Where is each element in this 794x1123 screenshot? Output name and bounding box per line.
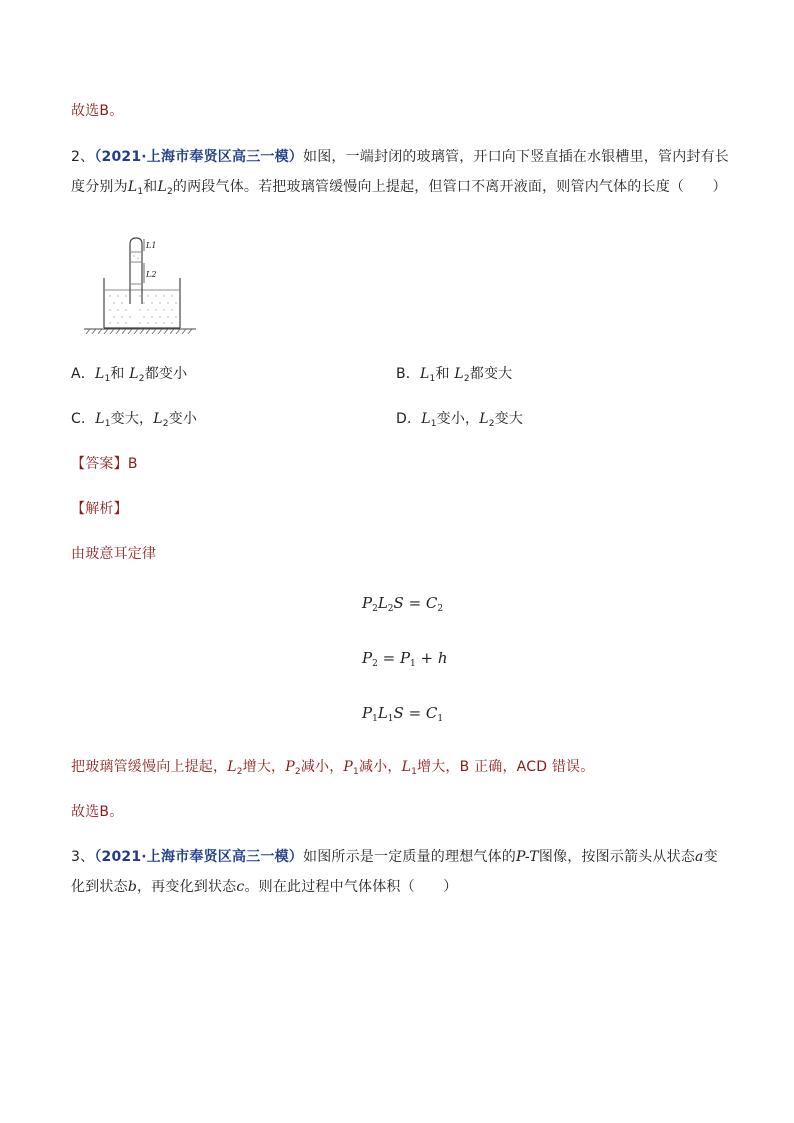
answer-line	[71, 454, 138, 474]
sub-2: 2	[138, 374, 145, 384]
q2-stem-text2b: 和	[143, 179, 158, 195]
sub-2: 2	[488, 419, 495, 429]
eq-equals: =	[403, 704, 426, 722]
sub-1: 1	[430, 419, 437, 429]
explain-text: 减小，	[358, 759, 402, 775]
option-C-suffix: 变小	[168, 411, 198, 427]
eq-var: P	[362, 594, 373, 612]
sub-1: 1	[104, 374, 111, 384]
option-B[interactable]	[396, 364, 512, 389]
q3-stem-text: ，再变化到状态	[136, 879, 237, 895]
q2-stem-text2c: 的两段气体。若把玻璃管缓慢向上提起，但管口不离开液面，则管内气体的长度（ ）	[172, 179, 727, 195]
eq-var: L	[377, 594, 388, 612]
var-L: L	[479, 411, 489, 427]
q2-stem-line1	[71, 147, 729, 167]
equation-2	[362, 649, 448, 669]
var-L: L	[95, 411, 105, 427]
var-L: L	[153, 411, 163, 427]
eq-var: P	[362, 704, 373, 722]
option-D-suffix: 变大	[494, 411, 524, 427]
equation-3	[362, 704, 443, 724]
var-P: P	[285, 759, 295, 775]
var-L: L	[227, 759, 237, 775]
option-D-prefix: D．	[396, 411, 422, 427]
law-text: 由玻意耳定律	[71, 546, 157, 562]
sub-1: 1	[353, 767, 359, 777]
option-A-mid: 和	[110, 366, 125, 382]
sub-1: 1	[137, 187, 144, 197]
eq-equals: =	[377, 649, 400, 667]
sub-2: 2	[236, 767, 243, 777]
option-A[interactable]	[71, 364, 187, 389]
eq-equals: =	[403, 594, 426, 612]
glass-tube-figure	[80, 232, 200, 334]
option-B-suffix: 都变大	[469, 366, 513, 382]
figure-label-L2: L2	[146, 270, 157, 279]
var-P: P	[343, 759, 354, 775]
option-B-prefix: B．	[396, 366, 421, 382]
sub-2: 2	[166, 187, 173, 197]
q3-number: 3、	[71, 849, 95, 865]
sub-1: 1	[104, 419, 111, 429]
q2-stem-text2a: 度分别为	[71, 179, 128, 195]
eq-sub: 1	[387, 714, 394, 724]
eq-sub: 2	[437, 604, 444, 614]
equation-1	[362, 594, 443, 614]
eq-sub: 2	[372, 604, 378, 614]
eq-sub: 1	[372, 714, 378, 724]
figure-label-L1: L1	[146, 241, 157, 250]
var-c: c	[236, 879, 245, 895]
sub-2: 2	[294, 767, 301, 777]
sub-1: 1	[411, 767, 418, 777]
eq-sub: 2	[372, 659, 378, 669]
var-PT: P-T	[516, 849, 539, 865]
option-C[interactable]	[71, 409, 197, 434]
q2-stem-line2	[71, 177, 727, 202]
q3-stem-text: 如图所示是一定质量的理想气体的	[303, 849, 516, 865]
explain-text: 减小，	[300, 759, 344, 775]
eq-var: S	[393, 594, 404, 612]
eq-sub: 1	[410, 659, 416, 669]
var-L1: L	[127, 179, 138, 195]
analysis-label: 【解析】	[71, 501, 128, 517]
q3-stem-text: 。则在此过程中气体体积（ ）	[244, 879, 458, 895]
explain-text: 增大，B 正确，ACD 错误。	[417, 759, 595, 775]
explain-text: 增大，	[242, 759, 286, 775]
answer-value: B	[127, 456, 138, 472]
eq-var: h	[437, 649, 448, 667]
answer-label: 【答案】	[71, 456, 128, 472]
var-L: L	[421, 411, 431, 427]
var-L: L	[129, 366, 139, 382]
var-L: L	[420, 366, 430, 382]
eq-var: P	[399, 649, 411, 667]
var-L: L	[94, 366, 105, 382]
option-C-prefix: C．	[71, 411, 96, 427]
eq-var: P	[362, 649, 373, 667]
var-a: a	[695, 849, 704, 865]
var-L2: L	[157, 179, 167, 195]
q2-number: 2、	[71, 149, 95, 165]
previous-conclusion: 故选B。	[71, 103, 124, 119]
eq-var: S	[393, 704, 404, 722]
explanation-line	[71, 757, 594, 782]
sub-2: 2	[463, 374, 470, 384]
eq-sub: 2	[387, 604, 394, 614]
option-A-prefix: A．	[71, 366, 95, 382]
option-D[interactable]	[396, 409, 523, 434]
eq-sub: 1	[437, 714, 444, 724]
option-C-mid: 变大，	[110, 411, 154, 427]
sub-1: 1	[429, 374, 436, 384]
q3-stem-line2	[71, 877, 457, 897]
eq-var: C	[425, 594, 438, 612]
option-A-suffix: 都变小	[144, 366, 188, 382]
eq-var: L	[377, 704, 388, 722]
option-B-mid: 和	[435, 366, 450, 382]
var-b: b	[127, 879, 137, 895]
q3-stem-line1	[71, 847, 718, 867]
q3-stem-text: 图像，按图示箭头从状态	[538, 849, 696, 865]
eq-plus: +	[415, 649, 438, 667]
q2-source: （2021·上海市奉贤区高三一模）	[94, 149, 303, 165]
q3-stem-text: 化到状态	[71, 879, 128, 895]
option-D-mid: 变小，	[436, 411, 480, 427]
q2-stem-text1: 如图，一端封闭的玻璃管，开口向下竖直插在水银槽里，管内封有长	[303, 149, 729, 165]
explain-text: 把玻璃管缓慢向上提起，	[71, 759, 228, 775]
q3-source: （2021·上海市奉贤区高三一模）	[94, 849, 303, 865]
var-L: L	[401, 759, 412, 775]
var-L: L	[454, 366, 464, 382]
sub-2: 2	[162, 419, 169, 429]
eq-var: C	[425, 704, 438, 722]
q2-conclusion: 故选B。	[71, 804, 124, 820]
q3-stem-text: 变	[703, 849, 718, 865]
